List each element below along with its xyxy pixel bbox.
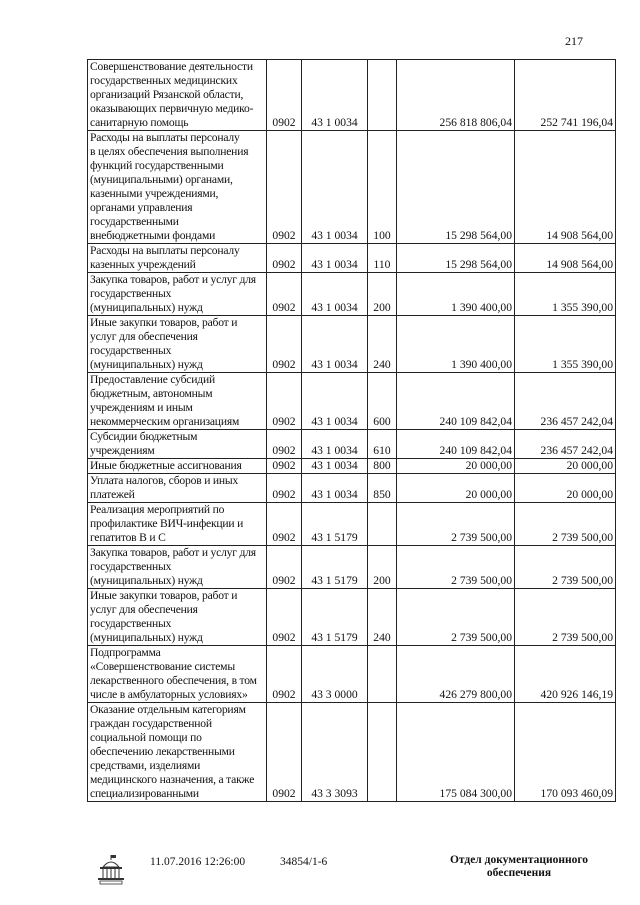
row-section-code: 0902 (267, 373, 302, 430)
row-section-code: 0902 (267, 703, 302, 802)
row-amount-1: 15 298 564,00 (397, 244, 515, 273)
row-expense-type: 110 (368, 244, 397, 273)
row-amount-1: 2 739 500,00 (397, 503, 515, 546)
row-amount-2: 2 739 500,00 (515, 589, 616, 646)
table-row (88, 503, 616, 546)
row-section-code: 0902 (267, 244, 302, 273)
page-footer (0, 852, 640, 902)
row-amount-2: 236 457 242,04 (515, 373, 616, 430)
row-amount-1: 15 298 564,00 (397, 131, 515, 244)
row-article-code: 43 1 0034 (302, 373, 368, 430)
table-row (88, 373, 616, 430)
row-section-code: 0902 (267, 273, 302, 316)
table-row (88, 316, 616, 373)
row-name: Оказание отдельным категориям граждан государственной социальной помощи по обеспечению лекарственными средствами, изделиями медицинского назначения, а также специализированными (88, 703, 267, 802)
row-article-code: 43 1 0034 (302, 316, 368, 373)
row-name: Подпрограмма «Совершенствование системы лекарственного обеспечения, в том числе в амбулаторных условиях» (88, 646, 267, 703)
row-expense-type: 600 (368, 373, 397, 430)
row-amount-2: 2 739 500,00 (515, 546, 616, 589)
row-amount-1: 20 000,00 (397, 459, 515, 474)
budget-table (87, 59, 616, 802)
row-name: Закупка товаров, работ и услуг для государственных (муниципальных) нужд (88, 546, 267, 589)
row-article-code: 43 1 0034 (302, 430, 368, 459)
row-amount-2: 252 741 196,04 (515, 60, 616, 131)
row-amount-2: 236 457 242,04 (515, 430, 616, 459)
row-section-code: 0902 (267, 546, 302, 589)
row-expense-type: 850 (368, 474, 397, 503)
row-amount-2: 420 926 146,19 (515, 646, 616, 703)
row-expense-type: 240 (368, 589, 397, 646)
row-amount-2: 20 000,00 (515, 459, 616, 474)
row-amount-1: 1 390 400,00 (397, 316, 515, 373)
row-article-code: 43 1 5179 (302, 503, 368, 546)
row-amount-2: 20 000,00 (515, 474, 616, 503)
duma-building-stamp-icon (96, 854, 126, 886)
row-amount-1: 20 000,00 (397, 474, 515, 503)
table-row (88, 131, 616, 244)
row-name: Иные закупки товаров, работ и услуг для обеспечения государственных (муниципальных) нужд (88, 316, 267, 373)
row-article-code: 43 1 0034 (302, 474, 368, 503)
row-amount-2: 14 908 564,00 (515, 244, 616, 273)
row-name: Совершенствование деятельности государственных медицинских организаций Рязанской области, оказывающих первичную медико- санитарную помощь (88, 60, 267, 131)
row-article-code: 43 1 0034 (302, 459, 368, 474)
row-amount-1: 175 084 300,00 (397, 703, 515, 802)
row-name: Иные бюджетные ассигнования (88, 459, 267, 474)
row-section-code: 0902 (267, 316, 302, 373)
row-name: Расходы на выплаты персоналу казенных учреждений (88, 244, 267, 273)
row-expense-type: 610 (368, 430, 397, 459)
row-expense-type: 200 (368, 546, 397, 589)
table-row (88, 459, 616, 474)
row-section-code: 0902 (267, 430, 302, 459)
row-name: Иные закупки товаров, работ и услуг для обеспечения государственных (муниципальных) нужд (88, 589, 267, 646)
row-expense-type (368, 60, 397, 131)
budget-table-body (88, 60, 616, 802)
row-amount-1: 2 739 500,00 (397, 546, 515, 589)
row-amount-1: 240 109 842,04 (397, 373, 515, 430)
row-section-code: 0902 (267, 646, 302, 703)
row-amount-2: 170 093 460,09 (515, 703, 616, 802)
row-amount-2: 1 355 390,00 (515, 273, 616, 316)
row-section-code: 0902 (267, 503, 302, 546)
row-name: Закупка товаров, работ и услуг для государственных (муниципальных) нужд (88, 273, 267, 316)
table-row (88, 244, 616, 273)
row-name: Уплата налогов, сборов и иных платежей (88, 474, 267, 503)
row-name: Расходы на выплаты персоналу в целях обеспечения выполнения функций государственными (муниципальными) органами, казенными учреждениями, органами управления государственными внебюджетными фондами (88, 131, 267, 244)
row-name: Субсидии бюджетным учреждениям (88, 430, 267, 459)
row-amount-2: 1 355 390,00 (515, 316, 616, 373)
row-expense-type (368, 503, 397, 546)
row-article-code: 43 1 5179 (302, 589, 368, 646)
row-article-code: 43 3 0000 (302, 646, 368, 703)
row-amount-1: 1 390 400,00 (397, 273, 515, 316)
row-amount-1: 240 109 842,04 (397, 430, 515, 459)
table-row (88, 474, 616, 503)
row-article-code: 43 1 0034 (302, 131, 368, 244)
row-name: Предоставление субсидий бюджетным, автономным учреждениям и иным некоммерческим организациям (88, 373, 267, 430)
row-expense-type: 800 (368, 459, 397, 474)
table-row (88, 60, 616, 131)
table-row (88, 273, 616, 316)
row-amount-1: 426 279 800,00 (397, 646, 515, 703)
table-row (88, 546, 616, 589)
row-expense-type (368, 703, 397, 802)
row-amount-1: 256 818 806,04 (397, 60, 515, 131)
row-article-code: 43 3 3093 (302, 703, 368, 802)
row-expense-type: 100 (368, 131, 397, 244)
row-expense-type: 200 (368, 273, 397, 316)
row-section-code: 0902 (267, 60, 302, 131)
row-section-code: 0902 (267, 131, 302, 244)
footer-department: Отдел документационного обеспечения (449, 854, 589, 879)
footer-doc-number: 34854/1-6 (280, 856, 328, 868)
row-article-code: 43 1 0034 (302, 244, 368, 273)
row-amount-2: 14 908 564,00 (515, 131, 616, 244)
row-amount-2: 2 739 500,00 (515, 503, 616, 546)
table-row (88, 589, 616, 646)
row-expense-type (368, 646, 397, 703)
table-row (88, 703, 616, 802)
row-amount-1: 2 739 500,00 (397, 589, 515, 646)
row-section-code: 0902 (267, 589, 302, 646)
table-row (88, 430, 616, 459)
row-article-code: 43 1 0034 (302, 60, 368, 131)
row-section-code: 0902 (267, 459, 302, 474)
row-expense-type: 240 (368, 316, 397, 373)
page-number: 217 (565, 34, 583, 48)
row-section-code: 0902 (267, 474, 302, 503)
table-row (88, 646, 616, 703)
row-article-code: 43 1 5179 (302, 546, 368, 589)
row-name: Реализация мероприятий по профилактике ВИЧ-инфекции и гепатитов В и С (88, 503, 267, 546)
footer-date: 11.07.2016 12:26:00 (150, 856, 246, 868)
row-article-code: 43 1 0034 (302, 273, 368, 316)
